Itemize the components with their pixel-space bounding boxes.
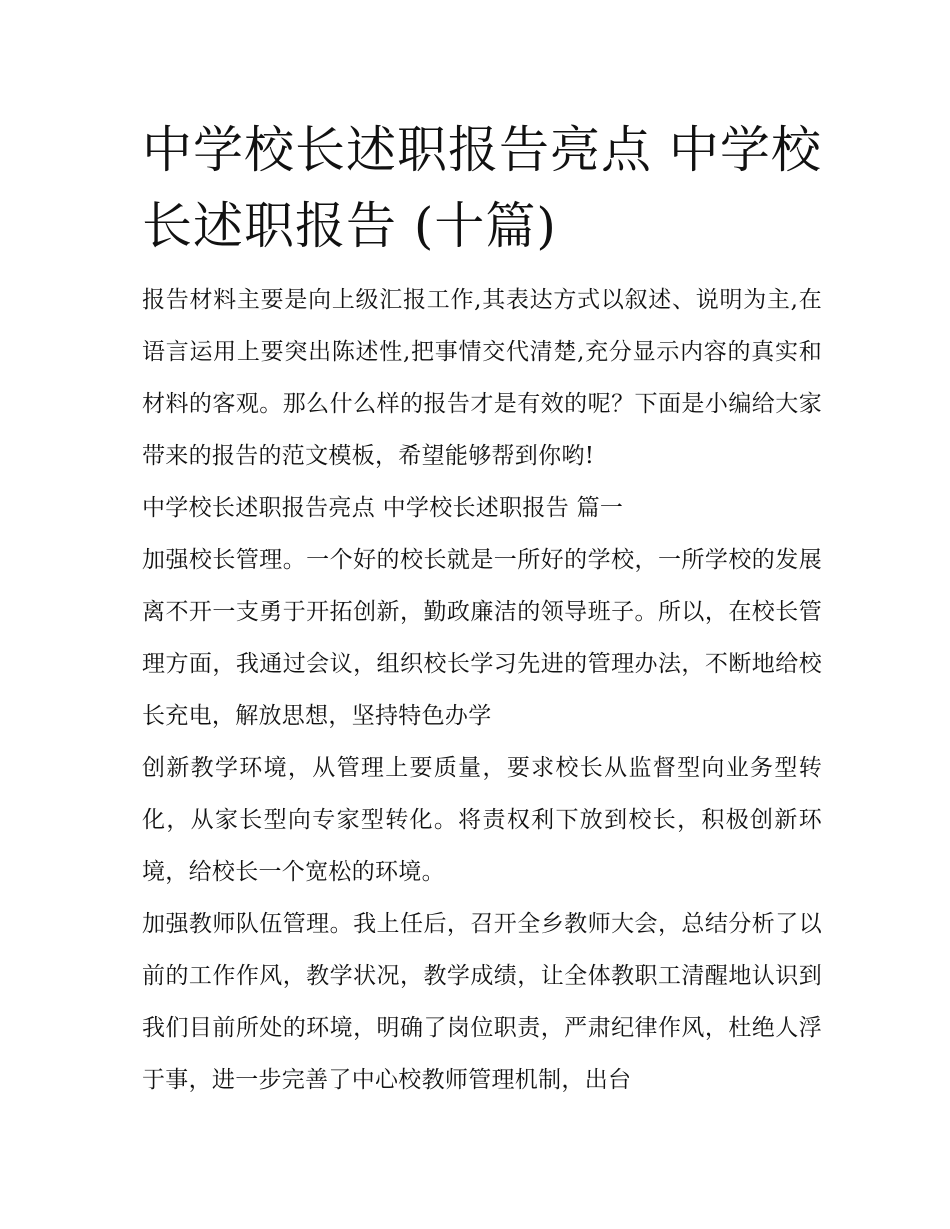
document-body [142, 274, 822, 1106]
teaching-environment-paragraph: 创新教学环境，从管理上要质量，要求校长从监督型向业务型转化，从家长型向专家型转化。将责权利下放到校长，积极创新环境，给校长一个宽松的环境。 [142, 755, 822, 885]
document-content [142, 112, 822, 1106]
intro-paragraph: 报告材料主要是向上级汇报工作,其表达方式以叙述、说明为主,在语言运用上要突出陈述性,把事情交代清楚,充分显示内容的真实和材料的客观。那么什么样的报告才是有效的呢？下面是小编给大家带来的报告的范文模板，希望能够帮到你哟! [142, 287, 822, 469]
principal-management-paragraph: 加强校长管理。一个好的校长就是一所好的学校，一所学校的发展离不开一支勇于开拓创新，勤政廉洁的领导班子。所以，在校长管理方面，我通过会议，组织校长学习先进的管理办法，不断地给校长充电，解放思想，坚持特色办学 [142, 547, 822, 729]
document-title: 中学校长述职报告亮点 中学校长述职报告 (十篇) [142, 121, 822, 255]
section-heading: 中学校长述职报告亮点 中学校长述职报告 篇一 [142, 495, 624, 521]
teacher-management-paragraph: 加强教师队伍管理。我上任后，召开全乡教师大会，总结分析了以前的工作作风，教学状况，教学成绩，让全体教职工清醒地认识到我们目前所处的环境，明确了岗位职责，严肃纪律作风，杜绝人浮于事，进一步完善了中心校教师管理机制，出台 [142, 911, 822, 1093]
